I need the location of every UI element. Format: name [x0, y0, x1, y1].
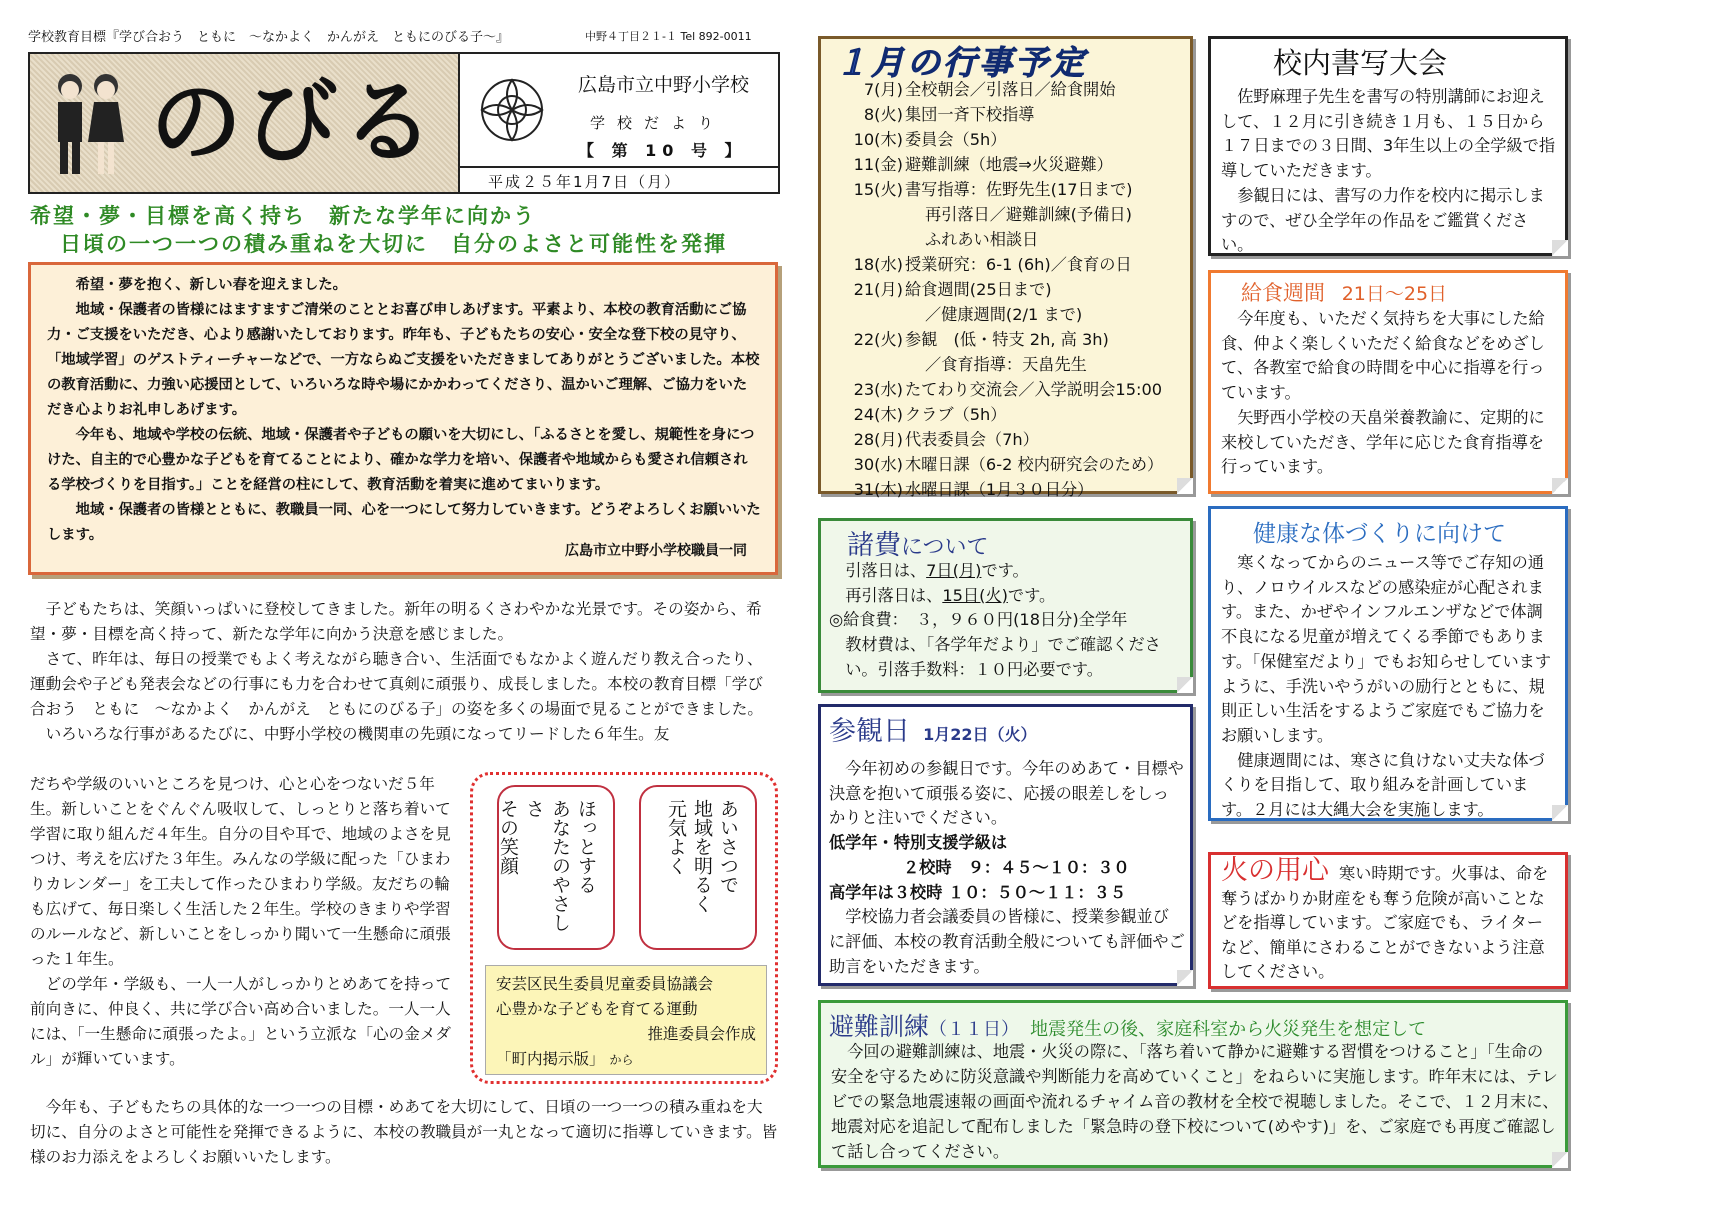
masthead: [28, 52, 780, 194]
open-class-body: [829, 757, 1185, 979]
open-class-card: [818, 704, 1193, 986]
headline-line-2: 日頃の一つ一つの積み重ねを大切に 自分のよさと可能性を発揮: [60, 231, 727, 256]
lunch-week-card: [1208, 270, 1568, 494]
event-item: [831, 402, 1191, 427]
event-item: [831, 377, 1191, 402]
slogan-text-1: ほっとする あなたのやさしさ その笑顔: [497, 799, 597, 932]
event-text: 給食週間(25日まで): [905, 280, 1052, 299]
lunch-week-title: 給食週間: [1241, 281, 1325, 305]
event-date: 18(水): [853, 255, 903, 274]
event-date: 11(金): [853, 155, 903, 174]
open-class-title: 参観日: [829, 716, 910, 747]
events-card: [818, 36, 1193, 499]
school-address: 中野４丁目２１-１ Tel 892-0011: [585, 30, 752, 43]
body-intro: [30, 597, 778, 747]
event-text: 木曜日課（6-2 校内研究会のため）: [905, 455, 1164, 474]
event-text: 代表委員会（7h）: [905, 430, 1039, 449]
evacuation-text: 今回の避難訓練は、地震・火災の際に、「落ち着いて静かに避難する習慣をつけること」「生命の安全を守るために防災意識や判断能力を高めていくこと」をねらいに実施します。昨年末には、テレビでの緊急地震速報の画面や流れるチャイム音の教材を全校で視聴しました。そこで、１２月末に、地震対応を追記して配布しました「緊急時の登下校について(めやす)」を、ご家庭でも再度ご確認して話し合ってください。: [831, 1042, 1559, 1161]
body-closing: [30, 1095, 778, 1170]
fees-text: 再引落日は、: [845, 585, 943, 605]
fire-safety-card: [1208, 852, 1568, 989]
event-item: [831, 327, 1191, 352]
poster-credit-line: 安芸区民生委員児童委員協議会: [496, 975, 714, 993]
event-item: ／健康週間(2/1 まで): [925, 305, 1083, 324]
fire-safety-text: 寒い時期です。火事は、命を奪うばかりか財産をも奪う危険が高いことなどを指導しています。ご家庭でも、ライターなど、簡単にさわることができないよう注意してください。: [1221, 864, 1549, 981]
poster-credit-from: から: [609, 1053, 634, 1067]
school-motto: 学校教育目標『学び合おう ともに ～なかよく かんがえ ともにのびる子～』: [28, 30, 510, 45]
event-item: [831, 177, 1191, 202]
event-date: 21(月): [853, 280, 903, 299]
fees-text: 引落日は、: [845, 561, 927, 580]
body-paragraph: いろいろな行事があるたびに、中野小学校の機関車の先頭になってリードした６年生。友: [45, 725, 670, 743]
poster-box: [470, 772, 778, 1084]
fire-safety-title: 火の用心: [1221, 855, 1329, 886]
evacuation-body: [831, 1039, 1559, 1164]
event-item: [831, 127, 1191, 152]
page-curl: [1552, 240, 1568, 256]
greeting-box: [28, 262, 778, 575]
body-paragraph: 子どもたちは、笑顔いっぱいに登校してきました。新年の明るくさわやかな光景です。その姿から、希望・夢・目標を高く持って、新たな学年に向かう決意を感じました。: [30, 600, 762, 643]
evacuation-drill-card: [818, 1000, 1568, 1168]
slogan-scroll-1: [497, 785, 615, 950]
issue-number: 【 第 10 号 】: [578, 141, 747, 160]
event-text: クラブ（5h）: [905, 405, 1007, 424]
event-text: 委員会（5h）: [905, 130, 1007, 149]
poster-credit: [485, 965, 767, 1075]
greeting-signature: 広島市立中野小学校職員一同: [565, 543, 747, 559]
lunch-week-body: [1221, 307, 1557, 480]
calligraphy-title: 校内書写大会: [1273, 46, 1448, 80]
newsletter-logo: のびる: [150, 68, 439, 176]
event-item: [831, 427, 1191, 452]
page-curl: [1552, 1152, 1568, 1168]
open-class-low-time: ２校時 ９：４５～１０：３０: [903, 857, 1130, 877]
children-illustration: [48, 64, 128, 184]
open-class-paragraph: 学校協力者会議委員の皆様に、授業参観並びに評価、本校の教育活動全般についても評価やご助言をいただきます。: [829, 907, 1185, 976]
health-card: [1208, 506, 1568, 821]
fees-body: [829, 559, 1185, 683]
calligraphy-body: [1221, 85, 1557, 258]
event-text: 集団一斉下校指導: [905, 105, 1035, 124]
school-emblem-icon: [470, 62, 554, 162]
fees-date: 7日(月): [926, 561, 982, 580]
health-body: [1221, 551, 1557, 823]
event-item: [831, 477, 1191, 502]
date-strip: [458, 166, 778, 194]
open-class-paragraph: 今年初めの参観日です。今年のめあて・目標や決意を抱いて頑張る姿に、応援の眼差しをしっかりと注いでください。: [829, 759, 1184, 828]
event-date: 31(木): [853, 480, 903, 499]
slogan-scroll-2: [639, 785, 757, 950]
event-date: 28(月): [853, 430, 903, 449]
fees-text: です。: [981, 561, 1029, 580]
event-text: 避難訓練（地震⇒火災避難）: [905, 155, 1113, 174]
evacuation-title: 避難訓練: [829, 1012, 930, 1041]
event-date: 7(月): [863, 80, 903, 99]
event-text: 水曜日課（1月３０日分）: [905, 480, 1094, 499]
greeting-paragraph: 地域・保護者の皆様とともに、教職員一同、心を一つにして努力していきます。どうぞよろしくお願いいたします。: [47, 502, 761, 543]
newsletter-name: 学校だより: [590, 114, 726, 132]
open-class-date: 1月22日（火）: [923, 725, 1037, 744]
lunch-week-paragraph: 今年度も、いただく気持ちを大事にした給食、仲よく楽しくいただく給食などをめざして、各教室で給食の時間を中心に指導を行っています。: [1221, 309, 1545, 403]
event-item: [831, 277, 1191, 302]
event-text: 授業研究：6-1 (6h)／食育の日: [905, 255, 1132, 274]
greeting-paragraph: 今年も、地域や学校の伝統、地域・保護者や子どもの願いを大切にし、「ふるさとを愛し、規範性を身につけた、自主的で心豊かな子どもを育てることにより、確かな学力を培い、保護者や地域からも愛され信頼される学校づくりを目指す。」ことを経営の柱にして、教育活動を着実に進めてまいります。: [47, 427, 755, 493]
events-title: １月の行事予定: [835, 43, 1087, 82]
event-text: 全校朝会／引落日／給食開始: [905, 80, 1116, 99]
event-date: 23(水): [853, 380, 903, 399]
fees-card: [818, 518, 1193, 693]
event-date: 8(火): [863, 105, 903, 124]
logo-panel: [30, 54, 460, 192]
body-paragraph: さて、昨年は、毎日の授業でもよく考えながら聴き合い、生活面でもなかよく遊んだり教え合ったり、運動会や子ども発表会などの行事にも力を合わせて真剣に頑張り、成長しました。本校の教育目標「学び合おう ともに ～なかよく かんがえ ともにのびる子」の姿を多くの場面で見ることができました。: [30, 650, 763, 718]
body-paragraph: どの学年・学級も、一人一人がしっかりとめあてを持って前向きに、仲良く、共に学び合い高め合いました。一人一人には、「一生懸命に頑張ったよ。」という立派な「心の金メダル」が輝いています。: [30, 975, 452, 1068]
event-date: 10(木): [853, 130, 903, 149]
fees-materials: 教材費は、「各学年だより」でご確認ください。引落手数料：１０円必要です。: [845, 635, 1161, 679]
greeting-paragraph: 希望・夢を抱く、新しい春を迎えました。: [75, 277, 347, 293]
body-column: [30, 772, 460, 1072]
lunch-week-dates: 21日～25日: [1341, 283, 1448, 305]
open-class-high: 高学年は３校時 １０：５０～１１：３５: [829, 882, 1127, 902]
event-date: 22(火): [853, 330, 903, 349]
open-class-low-label: 低学年・特別支援学級は: [829, 833, 1008, 853]
slogan-text-2: あいさつで 地域を明るく 元気よく: [665, 799, 739, 913]
event-text: 参観 (低・特支 2h, 高 3h): [905, 330, 1109, 349]
health-title: 健康な体づくりに向けて: [1253, 521, 1506, 547]
page-curl: [1552, 805, 1568, 821]
evacuation-subtitle: 地震発生の後、家庭科室から火災発生を想定して: [1030, 1019, 1427, 1040]
event-item: [831, 452, 1191, 477]
health-paragraph: 健康週間には、寒さに負けない丈夫な体づくりを目指して、取り組みを計画しています。２月には大縄大会を実施します。: [1221, 750, 1545, 820]
event-item: ／食育指導：天畠先生: [925, 355, 1087, 374]
event-item: [831, 252, 1191, 277]
event-item: [831, 77, 1191, 102]
calligraphy-paragraph: 参観日には、書写の力作を校内に掲示しますので、ぜひ全学年の作品をご鑑賞ください。: [1221, 185, 1545, 255]
fees-lunch: ◎給食費： ３，９６０円(18日分)全学年: [829, 610, 1128, 630]
calligraphy-card: [1208, 36, 1568, 256]
body-paragraph: 今年も、子どもたちの具体的な一つ一つの目標・めあてを大切にして、日頃の一つ一つの積み重ねを大切に、自分のよさと可能性を発揮できるように、本校の教職員が一丸となって適切に指導していきます。皆様のお力添えをよろしくお願いいたします。: [30, 1098, 778, 1166]
health-paragraph: 寒くなってからのニュース等でご存知の通り、ノロウイルスなどの感染症が心配されます。また、かぜやインフルエンザなどで体調不良になる児童が増えてくる季節でもあります。「保健室だより」でもお知らせしていますように、手洗いやうがいの励行とともに、規則正しい生活をするようご家庭でもご協力をお願いします。: [1221, 553, 1552, 745]
poster-credit-line: 「町内掲示版」: [496, 1050, 605, 1068]
event-item: ふれあい相談日: [925, 230, 1039, 249]
page-curl: [1177, 970, 1193, 986]
evacuation-date: （１１日）: [929, 1019, 1020, 1040]
page-curl: [1177, 677, 1193, 693]
events-list: [831, 77, 1191, 502]
event-item: [831, 152, 1191, 177]
event-item: [831, 102, 1191, 127]
calligraphy-paragraph: 佐野麻理子先生を書写の特別講師にお迎えして、１２月に引き続き１月も、１５日から１７日までの３日間、3年生以上の全学級で指導していただきます。: [1221, 87, 1556, 181]
greeting-paragraph: 地域・保護者の皆様にはますますご清栄のこととお喜び申しあげます。平素より、本校の教育活動にご協力・ご支援をいただき、心より感謝いたしております。昨年も、子どもたちの安心・安全な登下校の見守り、「地域学習」のゲストティーチャーなどで、一方ならぬご支援をいただきましてありがとうございました。本校の教育活動に、力強い応援団として、いろいろな時や場にかかわってくださり、温かいご理解、ご協力をいただき心よりお礼申しあげます。: [47, 302, 760, 418]
fees-text: です。: [1007, 585, 1056, 605]
event-date: 24(木): [853, 405, 903, 424]
event-text: 書写指導：佐野先生(17日まで): [905, 180, 1133, 199]
page-curl: [1552, 478, 1568, 494]
fees-title: 諸費: [847, 530, 901, 561]
fire-safety-body: [1221, 855, 1559, 985]
issue-date: 平成２５年1月7日（月）: [488, 173, 682, 191]
event-date: 15(火): [853, 180, 903, 199]
poster-credit-line: 推進委員会作成: [647, 1025, 756, 1043]
event-item: 再引落日／避難訓練(予備日): [925, 205, 1132, 224]
page-curl: [1177, 478, 1193, 494]
event-date: 30(水): [853, 455, 903, 474]
lunch-week-paragraph: 矢野西小学校の天畠栄養教諭に、定期的に来校していただき、学年に応じた食育指導を行っています。: [1221, 407, 1545, 477]
event-text: たてわり交流会／入学説明会15:00: [905, 380, 1163, 399]
fees-date: 15日(火): [942, 585, 1008, 605]
body-paragraph: だちや学級のいいところを見つけ、心と心をつないだ５年生。新しいことをぐんぐん吸収して、しっとりと落ち着いて学習に取り組んだ４年生。自分の目や耳で、地域のよさを見つけ、考えを広げた３年生。みんなの学級に配った「ひまわりカレンダー」を工夫して作ったひまわり学級。友だちの輪も広げて、毎日楽しく生活した２年生。学校のきまりや学習のルールなど、新しいことをしっかり聞いて一生懸命に頑張った１年生。: [30, 775, 451, 968]
headline-line-1: 希望・夢・目標を高く持ち 新たな学年に向かう: [30, 203, 536, 228]
school-name: 広島市立中野小学校: [578, 74, 750, 96]
fees-title-suffix: について: [901, 535, 989, 560]
poster-credit-line: 心豊かな子どもを育てる運動: [496, 1000, 698, 1018]
